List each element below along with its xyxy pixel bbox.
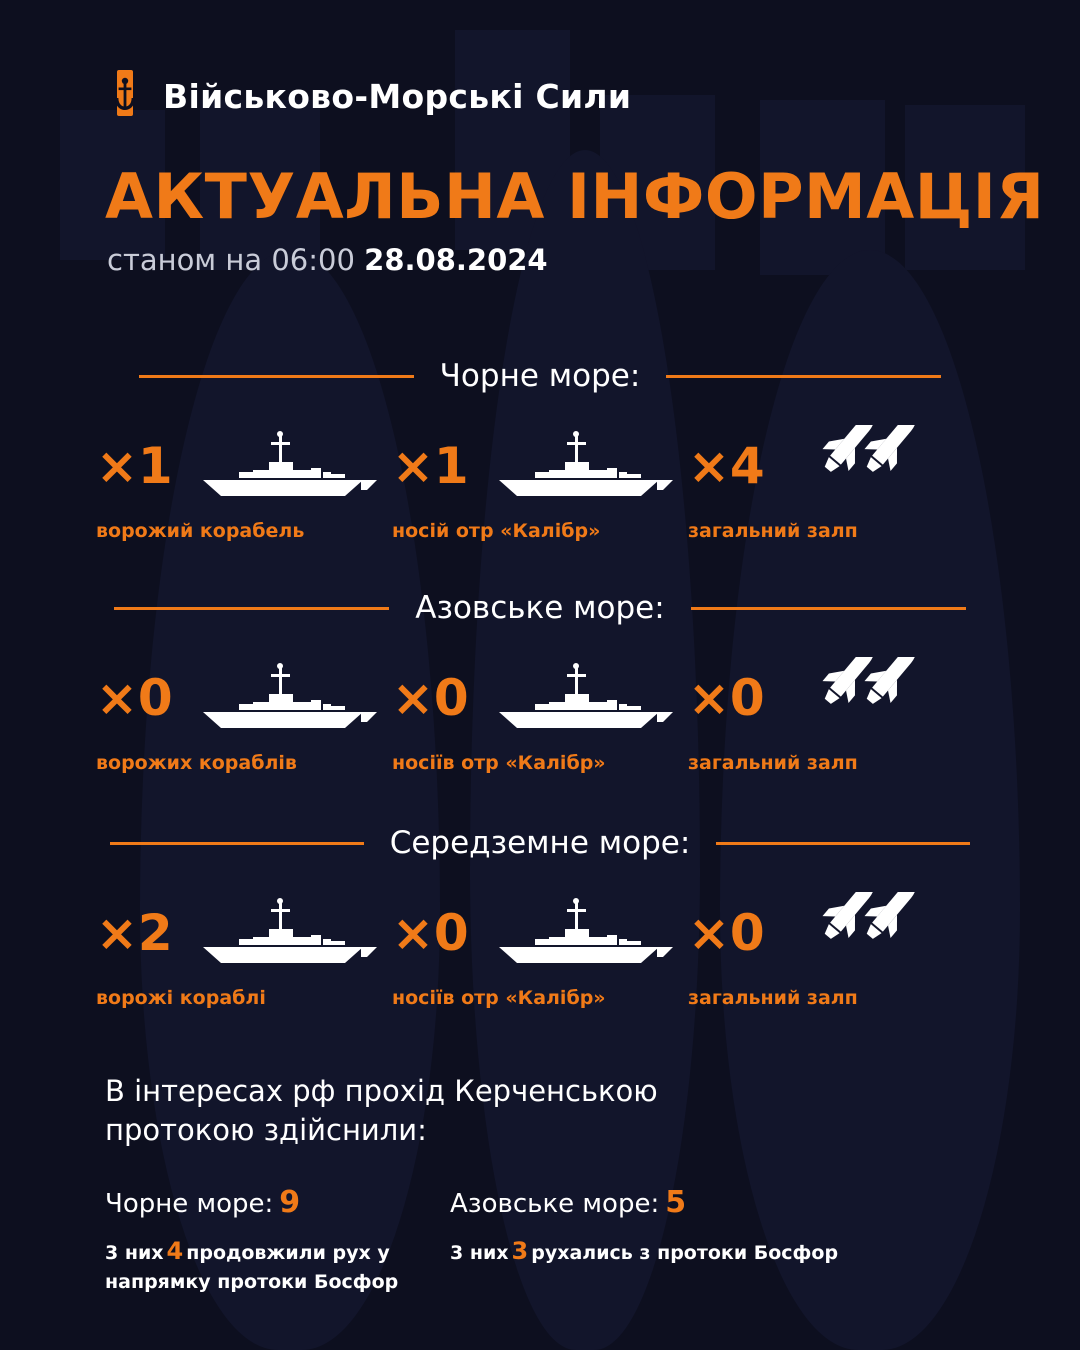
stat-row [392,420,675,512]
kerch-strait-value: 5 [665,1185,687,1221]
section-azov-sea [0,590,1080,774]
missiles-icon [775,892,945,974]
kerch-note-number: 4 [166,1237,184,1266]
stat-row [96,652,379,744]
kerch-strait-column [450,1185,870,1296]
warship-icon [479,430,675,502]
stat-count: ×0 [392,669,469,727]
section-cards [0,887,1080,1009]
section-header [0,825,1080,861]
divider-right [666,375,941,378]
kerch-note-prefix: 3 них [105,1242,164,1265]
stat-row [392,887,675,979]
stat-count: ×0 [392,904,469,962]
stat-card [392,887,688,1009]
section-title: Середземне море: [389,825,691,861]
stat-card [96,652,392,774]
stat-card [392,652,688,774]
stat-caption: ворожі кораблі [96,987,266,1009]
stat-row [688,420,945,512]
status-label: станом на 06:00 [107,243,355,277]
section-cards [0,652,1080,774]
status-date [107,243,548,277]
stat-caption: носій отр «Калібр» [392,520,601,542]
kerch-strait-label: Чорне море: [105,1189,274,1220]
divider-left [114,607,389,610]
stat-count: ×4 [688,437,765,495]
stat-card [688,887,984,1009]
warship-icon [183,662,379,734]
kerch-strait-block [105,1072,985,1296]
kerch-note-number: 3 [511,1237,529,1266]
stat-row [96,420,379,512]
warship-icon [183,430,379,502]
warship-icon [479,662,675,734]
kerch-strait-title: В інтересах рф прохід Керченською протокою здійснили: [105,1074,658,1147]
stat-card [688,420,984,542]
stat-count: ×2 [96,904,173,962]
stat-count: ×1 [392,437,469,495]
kerch-strait-column [105,1185,450,1296]
brand-title: Військово-Морські Сили [163,76,632,116]
divider-left [139,375,414,378]
kerch-strait-label-row [105,1185,450,1220]
stat-count: ×0 [96,669,173,727]
kerch-strait-note [105,1234,450,1296]
warship-icon [183,897,379,969]
section-title: Азовське море: [415,590,665,626]
stat-row [96,887,379,979]
stat-caption: ворожих кораблів [96,752,297,774]
stat-card [392,420,688,542]
section-header [0,358,1080,394]
kerch-strait-label-row [450,1185,870,1220]
divider-left [110,842,364,845]
stat-row [392,652,675,744]
kerch-strait-label: Азовське море: [450,1189,660,1220]
section-title: Чорне море: [439,358,641,394]
section-header [0,590,1080,626]
missiles-icon [775,657,945,739]
stat-row [688,652,945,744]
kerch-strait-note [450,1234,870,1269]
stat-card [96,887,392,1009]
stat-caption: носіїв отр «Калібр» [392,752,606,774]
stat-card [688,652,984,774]
stat-caption: носіїв отр «Калібр» [392,987,606,1009]
stat-caption: загальний залп [688,520,858,542]
kerch-note-suffix: продовжили рух у напрямку протоки Босфор [105,1242,399,1293]
brand [105,70,631,122]
stat-card [96,420,392,542]
kerch-note-prefix: 3 них [450,1242,509,1265]
stat-count: ×0 [688,904,765,962]
kerch-strait-columns [105,1185,985,1296]
stat-count: ×1 [96,437,173,495]
section-mediterranean-sea [0,825,1080,1009]
section-cards [0,420,1080,542]
page-title: АКТУАЛЬНА ІНФОРМАЦІЯ [105,160,1045,233]
kerch-note-suffix: рухались з протоки Босфор [531,1242,839,1265]
stat-caption: загальний залп [688,987,858,1009]
stat-count: ×0 [688,669,765,727]
stat-caption: ворожий корабель [96,520,305,542]
section-black-sea [0,358,1080,542]
stat-caption: загальний залп [688,752,858,774]
divider-right [691,607,966,610]
stat-row [688,887,945,979]
anchor-icon [105,70,145,122]
status-date-value: 28.08.2024 [364,243,548,277]
missiles-icon [775,425,945,507]
divider-right [716,842,970,845]
warship-icon [479,897,675,969]
kerch-strait-value: 9 [279,1185,301,1221]
